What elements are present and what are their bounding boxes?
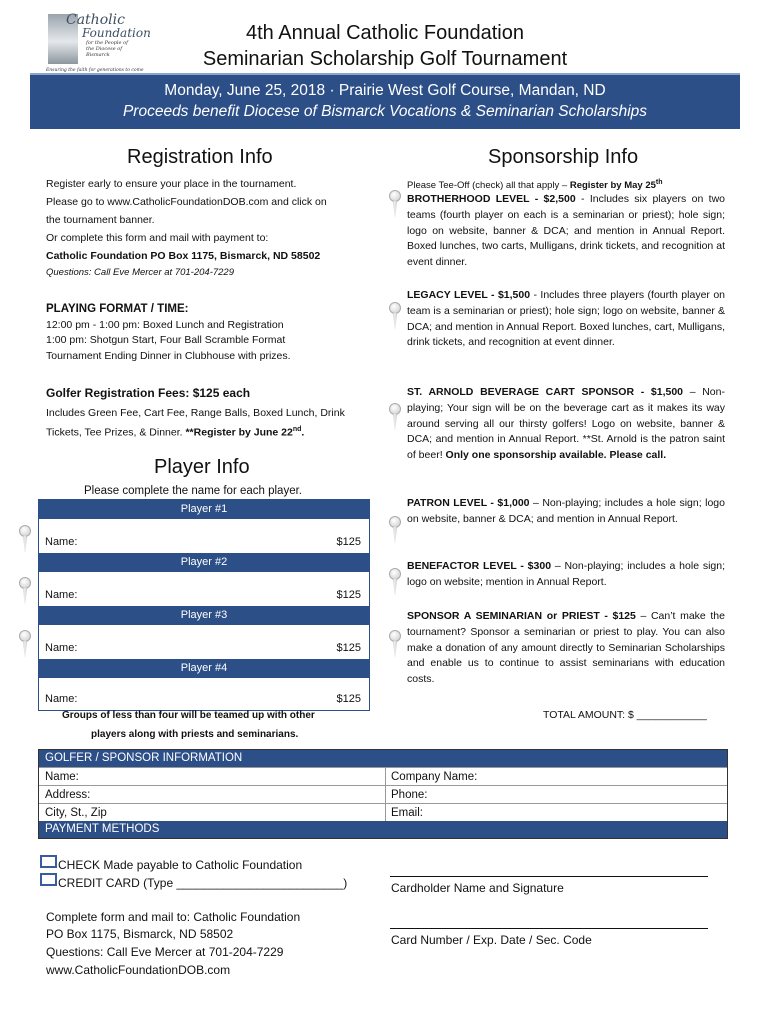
event-banner [30,73,740,129]
mail-line2: PO Box 1175, Bismarck, ND 58502 [46,927,234,941]
player-info-instruction: Please complete the name for each player. [84,485,302,497]
player-4-name-label: Name: [45,693,78,705]
player-4-fee: $125 [336,693,361,705]
mail-line4[interactable]: www.CatholicFoundationDOB.com [46,963,231,977]
signature-line[interactable] [390,876,708,877]
sponsorship-heading: Sponsorship Info [488,146,639,168]
golf-tee-icon[interactable] [18,525,32,553]
page-title-line1: 4th Annual Catholic Foundation [246,22,524,44]
fees-line2 [46,422,304,441]
card-number-line[interactable] [390,928,708,929]
fees-deadline: **Register by June 22 [185,426,293,439]
player-4-header: Player #4 [39,659,369,678]
golf-tee-icon[interactable] [388,516,402,544]
fees-line1: Includes Green Fee, Cart Fee, Range Balls, Boxed Lunch, Drink [46,407,345,419]
player-3-row[interactable] [39,625,369,659]
sponsor-benefactor [407,559,725,591]
registration-questions: Questions: Call Eve Mercer at 701-204-7229 [46,267,234,278]
mail-line3: Questions: Call Eve Mercer at 701-204-7229 [46,945,284,959]
credit-card-option-label: CREDIT CARD (Type _________________________) [58,876,348,890]
sponsor-legacy-title: LEGACY LEVEL - $1,500 [407,289,531,301]
card-number-label: Card Number / Exp. Date / Sec. Code [391,933,592,947]
golf-tee-icon[interactable] [18,577,32,605]
credit-card-checkbox[interactable] [40,873,57,886]
name-field[interactable]: Name: [39,768,386,785]
player-2-row[interactable] [39,572,369,606]
player-3-header: Player #3 [39,606,369,625]
sponsor-benefactor-title: BENEFACTOR LEVEL - $300 [407,560,552,572]
format-line2: 1:00 pm: Shotgun Start, Four Ball Scramble Format [46,334,286,346]
sponsor-seminarian-title: SPONSOR A SEMINARIAN or PRIEST - $125 [407,610,636,622]
page-title-line2: Seminarian Scholarship Golf Tournament [202,48,568,70]
golf-tee-icon[interactable] [388,403,402,431]
golfer-sponsor-form [38,749,728,839]
fees-line2-text: Tickets, Tee Prizes, & Dinner. [46,426,186,439]
cardholder-label: Cardholder Name and Signature [391,881,564,895]
sponsorship-deadline-suffix: th [655,179,663,186]
sponsor-benefactor-desc: – Non-playing; includes a hole sign; logo on website; mention in Annual Report. [407,560,726,588]
registration-line2: Please go to www.CatholicFoundationDOB.com and click on [46,196,327,208]
golf-tee-icon[interactable] [388,630,402,658]
player-1-header: Player #1 [39,500,369,519]
groups-note-line1: Groups of less than four will be teamed up with other [62,710,315,721]
sponsor-brotherhood-desc: - Includes six players on two teams (fourth player on each is a seminarian or priest); hole sign; logo on website, banner & DCA; and mention in Annual Report. Boxed lunches, two carts, Mulligans, drink tickets, and recognition at event dinner. [407,193,725,269]
golf-tee-icon[interactable] [388,190,402,218]
phone-field[interactable]: Phone: [391,789,428,801]
player-3-name-label: Name: [45,642,78,654]
sponsor-legacy-desc: - Includes three players (fourth player on team is a seminarian or priest); hole sign; logo on website, banner & DCA; and mention in Annual Report. Boxed lunches, cart, Mulligans, drink tickets, and recognition at event dinner. [407,289,725,349]
sponsor-st-arnold-title: ST. ARNOLD BEVERAGE CART SPONSOR - $1,500 [407,386,684,398]
sponsor-seminarian-desc: – Can’t make the tournament? Sponsor a seminarian or priest to play. You can also make a donation of any amount directly to Seminarian Scholarships and enable us to continue to assist seminarians with education costs. [407,610,725,686]
sponsorship-intro-text: Please Tee-Off (check) all that apply – [407,180,570,192]
registration-line3: the tournament banner. [46,214,155,226]
mail-line1: Complete form and mail to: Catholic Foundation [46,910,301,924]
payment-methods-heading: PAYMENT METHODS [39,821,727,838]
golf-tee-icon[interactable] [388,568,402,596]
player-2-header: Player #2 [39,553,369,572]
fees-heading: Golfer Registration Fees: $125 each [46,386,251,400]
player-2-name-label: Name: [45,589,78,601]
sponsor-patron-desc: – Non-playing; includes a hole sign; logo on website, banner & DCA; and mention in Annual Report. [407,497,725,525]
check-option-label: CHECK Made payable to Catholic Foundation [58,858,303,872]
logo-line2: Foundation [82,26,151,40]
registration-line1: Register early to ensure your place in the tournament. [46,178,297,190]
banner-proceeds: Proceeds benefit Diocese of Bismarck Vocations & Seminarian Scholarships [122,103,648,120]
player-2-fee: $125 [336,589,361,601]
player-1-name-label: Name: [45,536,78,548]
address-field[interactable]: Address: [39,786,386,803]
format-line1: 12:00 pm - 1:00 pm: Boxed Lunch and Registration [46,319,284,331]
check-checkbox[interactable] [40,855,57,868]
format-heading: PLAYING FORMAT / TIME: [46,303,189,315]
registration-heading: Registration Info [127,146,273,168]
fees-deadline-suffix: nd [292,426,302,433]
sponsor-st-arnold-desc: – Non-playing; Your sign will be on the beverage cart as it makes its way around serving all our thirsty golfers! Logo on website, banner & DCA; and mention in Annual Report. **St. Arnold is the patron saint of beer! [407,386,725,462]
golfer-sponsor-heading: GOLFER / SPONSOR INFORMATION [39,750,727,767]
player-table [38,499,370,711]
logo-line1: Catholic [66,12,125,28]
player-info-heading: Player Info [154,456,250,478]
banner-date-location: Monday, June 25, 2018 · Prairie West Golf Course, Mandan, ND [164,82,606,99]
catholic-foundation-logo [46,10,151,74]
groups-note-line2: players along with priests and seminarians. [91,729,299,740]
registration-line4: Or complete this form and mail with payment to: [46,232,269,244]
player-4-row[interactable] [39,678,369,710]
format-line3: Tournament Ending Dinner in Clubhouse with prizes. [46,350,291,362]
company-field[interactable]: Company Name: [391,771,478,783]
logo-line3: for the People of the Diocese of Bismarck [86,40,128,58]
sponsor-patron [407,496,725,528]
city-field[interactable]: City, St., Zip [39,804,386,821]
player-1-row[interactable] [39,519,369,553]
fees-period: . [301,426,305,439]
sponsor-seminarian [407,609,725,688]
sponsor-brotherhood-title: BROTHERHOOD LEVEL - $2,500 [407,193,576,205]
sponsor-st-arnold-note: Only one sponsorship available. Please call. [445,449,667,462]
sponsor-st-arnold [407,385,725,464]
golf-tee-icon[interactable] [388,302,402,330]
sponsor-brotherhood [407,192,725,271]
sponsorship-deadline: Register by May 25 [569,180,656,192]
email-field[interactable]: Email: [391,807,423,819]
total-amount-field[interactable]: TOTAL AMOUNT: $ ____________ [543,709,707,721]
player-3-fee: $125 [336,642,361,654]
player-1-fee: $125 [336,536,361,548]
sponsor-legacy [407,288,725,351]
registration-address: Catholic Foundation PO Box 1175, Bismarck, ND 58502 [46,250,321,262]
logo-tagline: Ensuring the faith for generations to come [46,68,144,73]
golf-tee-icon[interactable] [18,630,32,658]
sponsor-patron-title: PATRON LEVEL - $1,000 [407,497,530,509]
